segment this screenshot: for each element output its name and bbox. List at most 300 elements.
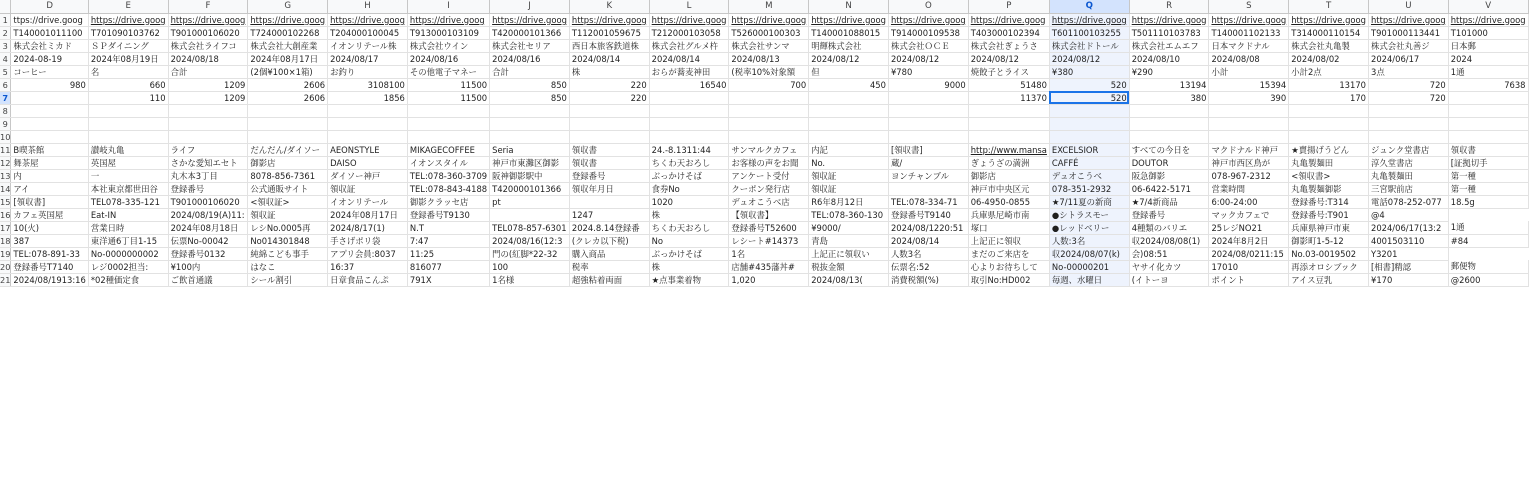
cell-h12[interactable]: DAISO: [328, 156, 408, 169]
cell-i18[interactable]: 7:47: [407, 234, 489, 247]
cell-q14[interactable]: 078-351-2932: [1049, 182, 1129, 195]
cell-j18[interactable]: 2024/08/16(12:3: [490, 234, 570, 247]
cell-i19[interactable]: 11:25: [407, 247, 489, 260]
cell-q12[interactable]: CAFFÉ: [1049, 156, 1129, 169]
cell-p20[interactable]: 心よりお待ちして: [968, 260, 1049, 273]
cell-j7[interactable]: 850: [490, 91, 570, 104]
cell-p6[interactable]: 51480: [968, 78, 1049, 91]
cell-r4[interactable]: 2024/08/10: [1129, 52, 1209, 65]
cell-d20[interactable]: 登録番号T7140: [11, 260, 88, 273]
cell-m12[interactable]: お客様の声をお聞: [729, 156, 809, 169]
column-header-q[interactable]: Q: [1049, 0, 1129, 13]
cell-n21[interactable]: 2024/08/13(: [809, 273, 889, 286]
column-header-v[interactable]: V: [1448, 0, 1528, 13]
cell-m8[interactable]: [729, 104, 809, 117]
cell-l20[interactable]: 株: [649, 260, 729, 273]
cell-m2[interactable]: T526000100303: [729, 26, 809, 39]
cell-m15[interactable]: デュオこうべ店: [729, 195, 809, 208]
cell-v3[interactable]: 日本郵: [1448, 39, 1528, 52]
cell-h11[interactable]: AEONSTYLE: [328, 143, 408, 156]
cell-f15[interactable]: T901000106020: [168, 195, 248, 208]
cell-o20[interactable]: 伝票名:52: [888, 260, 968, 273]
row-header-15[interactable]: 15: [0, 196, 11, 207]
cell-s18[interactable]: 2024年8月2日: [1209, 234, 1289, 247]
cell-k13[interactable]: 登録番号: [569, 169, 649, 182]
cell-e9[interactable]: [88, 117, 168, 130]
cell-d14[interactable]: アイ: [11, 182, 88, 195]
cell-j1[interactable]: https://drive.goog: [490, 13, 570, 26]
cell-k9[interactable]: [569, 117, 649, 130]
cell-u20[interactable]: [相書]精認: [1368, 260, 1448, 273]
cell-v6[interactable]: 7638: [1448, 78, 1528, 91]
cell-f18[interactable]: 伝票No-00042: [168, 234, 248, 247]
cell-p5[interactable]: 焼餃子とライス: [968, 65, 1049, 78]
cell-u21[interactable]: ¥170: [1368, 273, 1448, 286]
cell-u10[interactable]: [1368, 130, 1448, 143]
cell-n12[interactable]: No.: [809, 156, 889, 169]
cell-h10[interactable]: [328, 130, 408, 143]
cell-p3[interactable]: 株式会社ぎょうさ: [968, 39, 1049, 52]
cell-g13[interactable]: 8078-856-7361: [248, 169, 328, 182]
cell-s17[interactable]: 25レジNO21: [1209, 221, 1289, 234]
cell-d15[interactable]: [領収書]: [11, 195, 88, 208]
cell-d10[interactable]: [11, 130, 88, 143]
cell-l16[interactable]: 株: [649, 208, 729, 221]
column-header-d[interactable]: D: [11, 0, 88, 13]
row-header-18[interactable]: 18: [0, 235, 11, 246]
cell-u13[interactable]: 丸亀製麺田: [1368, 169, 1448, 182]
cell-t13[interactable]: <領収書>: [1289, 169, 1369, 182]
cell-t7[interactable]: 170: [1289, 91, 1369, 104]
cell-j16[interactable]: [490, 208, 570, 221]
cell-d21[interactable]: 2024/08/1913:16: [11, 273, 88, 286]
cell-n17[interactable]: ¥9000/: [809, 221, 889, 234]
cell-h20[interactable]: 16:37: [328, 260, 408, 273]
cell-k15[interactable]: [569, 195, 649, 208]
cell-v7[interactable]: [1448, 91, 1528, 104]
cell-n11[interactable]: 内記: [809, 143, 889, 156]
cell-u6[interactable]: 720: [1368, 78, 1448, 91]
cell-r15[interactable]: ★7/4新商品: [1129, 195, 1209, 208]
cell-d9[interactable]: [11, 117, 88, 130]
cell-g6[interactable]: 2606: [248, 78, 328, 91]
cell-s2[interactable]: T140001102133: [1209, 26, 1289, 39]
cell-j15[interactable]: pt: [490, 195, 570, 208]
cell-s21[interactable]: ポイント: [1209, 273, 1289, 286]
row-header-12[interactable]: 12: [0, 157, 11, 168]
cell-o12[interactable]: 蔵/: [888, 156, 968, 169]
cell-n18[interactable]: 青島: [809, 234, 889, 247]
cell-e15[interactable]: TEL078-335-121: [88, 195, 168, 208]
cell-v18[interactable]: #84: [1448, 234, 1528, 247]
cell-p7[interactable]: 11370: [968, 91, 1049, 104]
cell-j20[interactable]: 100: [490, 260, 570, 273]
cell-i8[interactable]: [407, 104, 489, 117]
cell-f1[interactable]: https://drive.goog: [168, 13, 248, 26]
cell-g4[interactable]: 2024年08月17日: [248, 52, 328, 65]
cell-o21[interactable]: 消費税額(%): [888, 273, 968, 286]
row-header-8[interactable]: 8: [0, 104, 11, 117]
cell-p14[interactable]: 神戸市中央区元: [968, 182, 1049, 195]
cell-q8[interactable]: [1049, 104, 1129, 117]
cell-n7[interactable]: [809, 91, 889, 104]
cell-r14[interactable]: 06-6422-5171: [1129, 182, 1209, 195]
cell-k4[interactable]: 2024/08/14: [569, 52, 649, 65]
cell-p21[interactable]: 取引No:HD002: [968, 273, 1049, 286]
cell-p2[interactable]: T403000102394: [968, 26, 1049, 39]
cell-k16[interactable]: 1247: [569, 208, 649, 221]
column-header-j[interactable]: J: [490, 0, 570, 13]
cell-d17[interactable]: 10(火): [11, 221, 88, 234]
column-header-h[interactable]: H: [328, 0, 408, 13]
cell-u16[interactable]: @4: [1368, 208, 1448, 221]
row-header-7[interactable]: 7: [0, 91, 11, 104]
cell-e16[interactable]: Eat-IN: [88, 208, 168, 221]
cell-q7[interactable]: 520: [1049, 91, 1129, 104]
cell-p4[interactable]: 2024/08/12: [968, 52, 1049, 65]
cell-h14[interactable]: 領収証: [328, 182, 408, 195]
cell-p16[interactable]: 兵庫県尼崎市南: [968, 208, 1049, 221]
cell-r16[interactable]: 登録番号: [1129, 208, 1209, 221]
cell-e3[interactable]: ＳＰダイニング: [88, 39, 168, 52]
cell-f20[interactable]: ¥100内: [168, 260, 248, 273]
cell-j12[interactable]: 神戸市東灘区御影: [490, 156, 570, 169]
cell-i9[interactable]: [407, 117, 489, 130]
cell-s5[interactable]: 小計: [1209, 65, 1289, 78]
cell-t17[interactable]: 兵庫県神戸市東: [1289, 221, 1369, 234]
cell-o4[interactable]: 2024/08/12: [888, 52, 968, 65]
cell-t12[interactable]: 丸亀製麺田: [1289, 156, 1369, 169]
cell-f6[interactable]: 1209: [168, 78, 248, 91]
cell-u7[interactable]: 720: [1368, 91, 1448, 104]
column-header-g[interactable]: G: [248, 0, 328, 13]
cell-o5[interactable]: ¥780: [888, 65, 968, 78]
cell-q9[interactable]: [1049, 117, 1129, 130]
cell-g1[interactable]: https://drive.goog: [248, 13, 328, 26]
cell-d4[interactable]: 2024-08-19: [11, 52, 88, 65]
cell-l9[interactable]: [649, 117, 729, 130]
cell-j14[interactable]: T420000101366: [490, 182, 570, 195]
cell-f13[interactable]: 丸木本3丁目: [168, 169, 248, 182]
cell-u4[interactable]: 2024/06/17: [1368, 52, 1448, 65]
cell-e14[interactable]: 本社東京都世田谷: [88, 182, 168, 195]
cell-o3[interactable]: 株式会社ＯＣＥ: [888, 39, 968, 52]
cell-u2[interactable]: T901000113441: [1368, 26, 1448, 39]
cell-u1[interactable]: https://drive.goog: [1368, 13, 1448, 26]
row-header-5[interactable]: 5: [0, 65, 11, 78]
cell-q20[interactable]: No-00000201: [1049, 260, 1129, 273]
cell-n10[interactable]: [809, 130, 889, 143]
cell-i16[interactable]: 登録番号T9130: [407, 208, 489, 221]
cell-q2[interactable]: T601100103255: [1049, 26, 1129, 39]
cell-i7[interactable]: 11500: [407, 91, 489, 104]
cell-f7[interactable]: 1209: [168, 91, 248, 104]
cell-f21[interactable]: ご飲首通議: [168, 273, 248, 286]
cell-s1[interactable]: https://drive.goog: [1209, 13, 1289, 26]
cell-o10[interactable]: [888, 130, 968, 143]
cell-v10[interactable]: [1448, 130, 1528, 143]
cell-n2[interactable]: T140001088015: [809, 26, 889, 39]
cell-h3[interactable]: イオンリテール株: [328, 39, 408, 52]
column-header-l[interactable]: L: [649, 0, 729, 13]
cell-h21[interactable]: 日章食品こんぷ: [328, 273, 408, 286]
cell-p13[interactable]: 御影店: [968, 169, 1049, 182]
cell-s20[interactable]: 17010: [1209, 260, 1289, 273]
cell-e12[interactable]: 英国屋: [88, 156, 168, 169]
cell-o6[interactable]: 9000: [888, 78, 968, 91]
cell-s13[interactable]: 078-967-2312: [1209, 169, 1289, 182]
cell-e10[interactable]: [88, 130, 168, 143]
cell-h18[interactable]: 手さげポリ袋: [328, 234, 408, 247]
cell-i17[interactable]: N.T: [407, 221, 489, 234]
cell-l7[interactable]: [649, 91, 729, 104]
cell-o16[interactable]: 登録番号T9140: [888, 208, 968, 221]
cell-t21[interactable]: アイス豆乳: [1289, 273, 1369, 286]
cell-p17[interactable]: 塚口: [968, 221, 1049, 234]
row-header-1[interactable]: 1: [0, 13, 11, 26]
cell-p9[interactable]: [968, 117, 1049, 130]
cell-l21[interactable]: ★点事業着物: [649, 273, 729, 286]
cell-u9[interactable]: [1368, 117, 1448, 130]
cell-p15[interactable]: 06-4950-0855: [968, 195, 1049, 208]
cell-h1[interactable]: https://drive.goog: [328, 13, 408, 26]
cell-e13[interactable]: 一: [88, 169, 168, 182]
cell-h19[interactable]: アプリ会員:8037: [328, 247, 408, 260]
cell-h13[interactable]: ダイソー神戸: [328, 169, 408, 182]
cell-d12[interactable]: 舞茶屋: [11, 156, 88, 169]
cell-r10[interactable]: [1129, 130, 1209, 143]
cell-t5[interactable]: 小計2点: [1289, 65, 1369, 78]
cell-l5[interactable]: おらが蕎麦神田: [649, 65, 729, 78]
cell-t3[interactable]: 株式会社丸亀製: [1289, 39, 1369, 52]
cell-l11[interactable]: 24.-8.1311:44: [649, 143, 729, 156]
cell-s3[interactable]: 日本マクドナル: [1209, 39, 1289, 52]
cell-i4[interactable]: 2024/08/16: [407, 52, 489, 65]
cell-f5[interactable]: 合計: [168, 65, 248, 78]
cell-r3[interactable]: 株式会社エムエフ: [1129, 39, 1209, 52]
cell-q10[interactable]: [1049, 130, 1129, 143]
cell-d1[interactable]: ttps://drive.goog: [11, 13, 88, 26]
cell-l6[interactable]: 16540: [649, 78, 729, 91]
cell-i15[interactable]: 御影クラッセ店: [407, 195, 489, 208]
cell-d7[interactable]: [11, 91, 88, 104]
cell-j19[interactable]: 門の(紅脚*22-32: [490, 247, 570, 260]
row-header-3[interactable]: 3: [0, 39, 11, 52]
cell-r17[interactable]: 4種類のバリエ: [1129, 221, 1209, 234]
cell-m18[interactable]: レシート#14373: [729, 234, 809, 247]
cell-m4[interactable]: 2024/08/13: [729, 52, 809, 65]
cell-m20[interactable]: 店舗#435藩丼#: [729, 260, 809, 273]
column-header-s[interactable]: S: [1209, 0, 1289, 13]
cell-k18[interactable]: (クレカ以下税): [569, 234, 649, 247]
cell-f9[interactable]: [168, 117, 248, 130]
cell-i10[interactable]: [407, 130, 489, 143]
select-all-corner[interactable]: [0, 0, 11, 13]
cell-e4[interactable]: 2024年08月19日: [88, 52, 168, 65]
row-header-11[interactable]: 11: [0, 144, 11, 155]
cell-g14[interactable]: 公式通販サイト: [248, 182, 328, 195]
cell-e18[interactable]: 東洋通6丁目1-15: [88, 234, 168, 247]
cell-q15[interactable]: ★7/11夏の新商: [1049, 195, 1129, 208]
cell-e7[interactable]: 110: [88, 91, 168, 104]
cell-k17[interactable]: 2024.8.14登録番: [569, 221, 649, 234]
row-header-14[interactable]: 14: [0, 183, 11, 194]
cell-r20[interactable]: ヤサイ化カツ: [1129, 260, 1209, 273]
cell-s8[interactable]: [1209, 104, 1289, 117]
cell-k14[interactable]: 領収年月日: [569, 182, 649, 195]
cell-i11[interactable]: MIKAGECOFFEE: [407, 143, 489, 156]
cell-r9[interactable]: [1129, 117, 1209, 130]
cell-h6[interactable]: 3108100: [328, 78, 408, 91]
cell-m13[interactable]: アンケート受付: [729, 169, 809, 182]
cell-g19[interactable]: 純綿こども事手: [248, 247, 328, 260]
cell-f4[interactable]: 2024/08/18: [168, 52, 248, 65]
cell-g16[interactable]: 領収証: [248, 208, 328, 221]
column-header-f[interactable]: F: [168, 0, 248, 13]
cell-r19[interactable]: 会)08:51: [1129, 247, 1209, 260]
cell-o1[interactable]: https://drive.goog: [888, 13, 968, 26]
cell-q13[interactable]: デュオこうべ: [1049, 169, 1129, 182]
cell-n6[interactable]: 450: [809, 78, 889, 91]
cell-q4[interactable]: 2024/08/12: [1049, 52, 1129, 65]
cell-n14[interactable]: 領収証: [809, 182, 889, 195]
cell-v8[interactable]: [1448, 104, 1528, 117]
cell-g15[interactable]: <領収証>: [248, 195, 328, 208]
cell-e2[interactable]: T701090103762: [88, 26, 168, 39]
cell-u11[interactable]: ジュンク堂書店: [1368, 143, 1448, 156]
cell-r7[interactable]: 380: [1129, 91, 1209, 104]
cell-s10[interactable]: [1209, 130, 1289, 143]
cell-m19[interactable]: 1名: [729, 247, 809, 260]
cell-q16[interactable]: ●シトラスモー: [1049, 208, 1129, 221]
cell-g8[interactable]: [248, 104, 328, 117]
cell-t18[interactable]: 御影町1-5-12: [1289, 234, 1369, 247]
cell-g21[interactable]: シール割引: [248, 273, 328, 286]
cell-o7[interactable]: [888, 91, 968, 104]
cell-k1[interactable]: https://drive.goog: [569, 13, 649, 26]
cell-f12[interactable]: さかな愛知エセト: [168, 156, 248, 169]
cell-r18[interactable]: 収2024/08/08(1): [1129, 234, 1209, 247]
cell-i14[interactable]: TEL:078-843-4188: [407, 182, 489, 195]
cell-u5[interactable]: 3点: [1368, 65, 1448, 78]
cell-e19[interactable]: No-0000000002: [88, 247, 168, 260]
cell-n5[interactable]: 但: [809, 65, 889, 78]
cell-i21[interactable]: 791X: [407, 273, 489, 286]
column-header-u[interactable]: U: [1368, 0, 1448, 13]
cell-d13[interactable]: 内: [11, 169, 88, 182]
cell-m7[interactable]: [729, 91, 809, 104]
cell-v5[interactable]: 1通: [1448, 65, 1528, 78]
cell-s7[interactable]: 390: [1209, 91, 1289, 104]
cell-d19[interactable]: TEL:078-891-33: [11, 247, 88, 260]
cell-d6[interactable]: 980: [11, 78, 88, 91]
cell-p8[interactable]: [968, 104, 1049, 117]
cell-l12[interactable]: ちくわ天おろし: [649, 156, 729, 169]
cell-i6[interactable]: 11500: [407, 78, 489, 91]
cell-r13[interactable]: 阪急御影: [1129, 169, 1209, 182]
row-header-20[interactable]: 20: [0, 261, 11, 272]
cell-l13[interactable]: ぶっかけそば: [649, 169, 729, 182]
cell-t19[interactable]: No.03-0019502: [1289, 247, 1369, 260]
cell-j11[interactable]: Seria: [490, 143, 570, 156]
cell-j4[interactable]: 2024/08/16: [490, 52, 570, 65]
cell-d18[interactable]: 387: [11, 234, 88, 247]
cell-u15[interactable]: 電話078-252-077: [1368, 195, 1448, 208]
cell-e11[interactable]: 讃岐丸亀: [88, 143, 168, 156]
cell-s12[interactable]: 神戸市西区鳥が: [1209, 156, 1289, 169]
cell-n16[interactable]: TEL:078-360-130: [809, 208, 889, 221]
cell-q1[interactable]: https://drive.goog: [1049, 13, 1129, 26]
cell-d16[interactable]: カフェ英国屋: [11, 208, 88, 221]
cell-k3[interactable]: 西日本旅客鉄道株: [569, 39, 649, 52]
cell-u14[interactable]: 三宮駅前店: [1368, 182, 1448, 195]
cell-s14[interactable]: 営業時間: [1209, 182, 1289, 195]
cell-j8[interactable]: [490, 104, 570, 117]
cell-l4[interactable]: 2024/08/14: [649, 52, 729, 65]
cell-m11[interactable]: サンマルクカフェ: [729, 143, 809, 156]
cell-l3[interactable]: 株式会社グルメ杵: [649, 39, 729, 52]
cell-e6[interactable]: 660: [88, 78, 168, 91]
cell-t4[interactable]: 2024/08/02: [1289, 52, 1369, 65]
cell-m10[interactable]: [729, 130, 809, 143]
row-header-19[interactable]: 19: [0, 248, 11, 259]
cell-m5[interactable]: (税率10%対象額: [729, 65, 809, 78]
cell-u17[interactable]: 2024/06/17(13:2: [1368, 221, 1448, 234]
cell-m6[interactable]: 700: [729, 78, 809, 91]
cell-g17[interactable]: レシNo.0005再: [248, 221, 328, 234]
column-header-o[interactable]: O: [888, 0, 968, 13]
cell-f16[interactable]: 2024/08/19(A)11:: [168, 208, 248, 221]
row-header-10[interactable]: 10: [0, 131, 11, 142]
cell-l2[interactable]: T212000103058: [649, 26, 729, 39]
cell-u18[interactable]: 4001503110: [1368, 234, 1448, 247]
row-header-17[interactable]: 17: [0, 222, 11, 233]
cell-v15[interactable]: 18.5g: [1448, 195, 1528, 208]
cell-o11[interactable]: [領収書]: [888, 143, 968, 156]
cell-h9[interactable]: [328, 117, 408, 130]
cell-k6[interactable]: 220: [569, 78, 649, 91]
cell-k7[interactable]: 220: [569, 91, 649, 104]
cell-k21[interactable]: 超強粘着両面: [569, 273, 649, 286]
cell-s11[interactable]: マクドナルド神戸: [1209, 143, 1289, 156]
cell-k2[interactable]: T112001059675: [569, 26, 649, 39]
cell-m14[interactable]: クーポン発行店: [729, 182, 809, 195]
cell-i20[interactable]: 816077: [407, 260, 489, 273]
cell-u3[interactable]: 株式会社丸善ジ: [1368, 39, 1448, 52]
cell-g5[interactable]: (2個¥100×1箱): [248, 65, 328, 78]
cell-m17[interactable]: 登録番号T52600: [729, 221, 809, 234]
cell-q6[interactable]: 520: [1049, 78, 1129, 91]
cell-j3[interactable]: 株式会社セリア: [490, 39, 570, 52]
cell-u19[interactable]: Y3201: [1368, 247, 1448, 260]
cell-p18[interactable]: 上記正に領収: [968, 234, 1049, 247]
cell-r21[interactable]: (イトーヨ: [1129, 273, 1209, 286]
cell-h7[interactable]: 1856: [328, 91, 408, 104]
cell-n19[interactable]: 上記正に領収い: [809, 247, 889, 260]
cell-r6[interactable]: 13194: [1129, 78, 1209, 91]
cell-t2[interactable]: T314000110154: [1289, 26, 1369, 39]
cell-n20[interactable]: 税抜金額: [809, 260, 889, 273]
cell-j17[interactable]: TEL078-857-6301: [490, 221, 570, 234]
cell-h5[interactable]: お釣り: [328, 65, 408, 78]
cell-r8[interactable]: [1129, 104, 1209, 117]
cell-o8[interactable]: [888, 104, 968, 117]
cell-s15[interactable]: 6:00-24:00: [1209, 195, 1289, 208]
cell-r11[interactable]: すべての今日を: [1129, 143, 1209, 156]
row-header-4[interactable]: 4: [0, 52, 11, 65]
cell-t8[interactable]: [1289, 104, 1369, 117]
cell-l10[interactable]: [649, 130, 729, 143]
